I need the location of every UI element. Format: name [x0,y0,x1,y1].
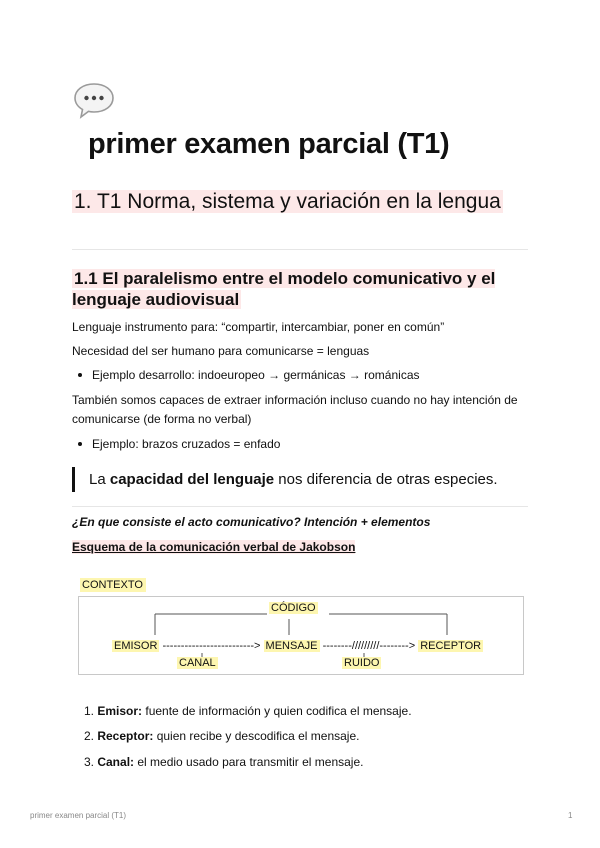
diagram-receptor: RECEPTOR [420,640,482,652]
footer-title: primer examen parcial (T1) [30,811,127,820]
paragraph: Necesidad del ser humano para comunicarse = lenguas [72,344,370,358]
quote-bold: capacidad del lenguaje [109,471,275,488]
diagram-box [78,596,524,675]
diagram-mensaje: MENSAJE [265,640,318,652]
item-text: el medio usado para transmitir el mensaje. [134,755,364,769]
paragraph: Lenguaje instrumento para: “compartir, intercambiar, poner en común” [72,320,445,334]
diagram-arrow: --------/////////--------> [322,640,416,652]
paragraph: También somos capaces de extraer información incluso cuando no hay intención de comunicarse (de forma no verbal) [72,393,518,426]
diagram-codigo: CÓDIGO [271,602,316,614]
schema-title [72,540,355,554]
page-title: primer examen parcial (T1) [88,128,450,160]
blockquote [89,469,498,490]
divider [72,249,528,250]
numbered-item [72,753,363,772]
item-number: 3. [83,755,94,769]
quote-text: La [89,471,110,488]
bullet-icon [78,442,82,446]
heading-1 [72,188,528,216]
diagram-emisor: EMISOR [114,640,158,652]
quote-text: nos diferencia de otras especies. [274,471,498,488]
item-term: Canal: [97,755,135,769]
list-item-text: Ejemplo desarrollo: indoeuropeo → germánicas → románicas [92,368,420,382]
diagram-canal: CANAL [179,657,216,669]
diagram-emisor-row [112,640,483,652]
item-text: fuente de información y quien codifica el mensaje. [142,704,412,718]
item-number: 1. [83,704,94,718]
diagram-ruido: RUIDO [344,657,380,669]
divider [72,506,528,507]
list-item [78,435,280,454]
list-item-text: Ejemplo: brazos cruzados = enfado [92,437,281,451]
heading-2-text: 1.1 El paralelismo entre el modelo comunicativo y el lenguaje audiovisual [72,269,496,309]
item-term: Receptor: [97,729,154,743]
heading-1-text: 1. T1 Norma, sistema y variación en la lengua [74,190,501,213]
numbered-item [72,727,359,746]
bullet-icon [78,373,82,377]
diagram-arrow: -------------------------> [162,640,261,652]
item-number: 2. [83,729,94,743]
heading-2 [72,268,528,310]
speech-bubble-icon [72,80,116,120]
question-text: ¿En que consiste el acto comunicativo? Intención + elementos [72,515,431,529]
item-text: quien recibe y descodifica el mensaje. [153,729,360,743]
numbered-item [72,702,412,721]
list-item [78,366,420,385]
page-number: 1 [568,811,573,820]
schema-title-text: Esquema de la comunicación verbal de Jakobson [72,540,356,554]
item-term: Emisor: [97,704,143,718]
diagram-contexto: CONTEXTO [80,578,146,592]
quote-bar [72,467,75,492]
